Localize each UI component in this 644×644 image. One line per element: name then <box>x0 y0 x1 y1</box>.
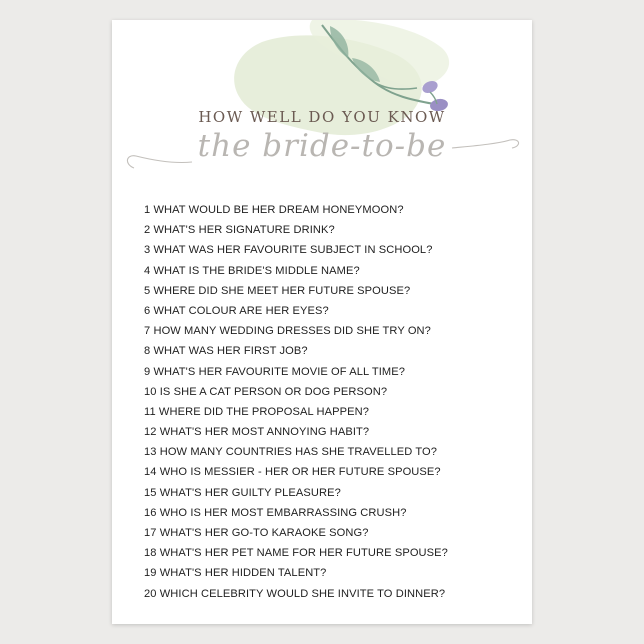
question-item: 6 WHAT COLOUR ARE HER EYES? <box>144 304 329 317</box>
question-item: 3 WHAT WAS HER FAVOURITE SUBJECT IN SCHOOL? <box>144 244 433 257</box>
question-item: 9 WHAT'S HER FAVOURITE MOVIE OF ALL TIME? <box>144 365 406 378</box>
question-item: 2 WHAT'S HER SIGNATURE DRINK? <box>144 224 335 237</box>
title-script: the bride-to-be <box>197 128 447 164</box>
question-item: 7 HOW MANY WEDDING DRESSES DID SHE TRY ON? <box>144 325 431 338</box>
question-item: 1 WHAT WOULD BE HER DREAM HONEYMOON? <box>144 204 404 216</box>
question-list <box>144 200 524 604</box>
question-item: 15 WHAT'S HER GUILTY PLEASURE? <box>144 486 341 499</box>
question-item: 18 WHAT'S HER PET NAME FOR HER FUTURE SPOUSE? <box>144 547 448 560</box>
question-item: 13 HOW MANY COUNTRIES HAS SHE TRAVELLED TO? <box>144 446 438 459</box>
question-item: 12 WHAT'S HER MOST ANNOYING HABIT? <box>144 426 370 439</box>
game-card <box>112 20 532 624</box>
question-item: 14 WHO IS MESSIER - HER OR HER FUTURE SPOUSE? <box>144 466 441 479</box>
question-item: 17 WHAT'S HER GO-TO KARAOKE SONG? <box>144 527 369 539</box>
title-heading: HOW WELL DO YOU KNOW <box>198 108 446 126</box>
question-item: 20 WHICH CELEBRITY WOULD SHE INVITE TO DINNER? <box>144 587 446 600</box>
question-item: 11 WHERE DID THE PROPOSAL HAPPEN? <box>144 405 370 418</box>
question-item: 4 WHAT IS THE BRIDE'S MIDDLE NAME? <box>144 264 360 277</box>
question-item: 5 WHERE DID SHE MEET HER FUTURE SPOUSE? <box>144 284 411 297</box>
question-item: 10 IS SHE A CAT PERSON OR DOG PERSON? <box>144 385 388 398</box>
question-item: 8 WHAT WAS HER FIRST JOB? <box>144 345 308 358</box>
question-item: 16 WHO IS HER MOST EMBARRASSING CRUSH? <box>144 506 407 519</box>
question-item: 19 WHAT'S HER HIDDEN TALENT? <box>144 567 327 580</box>
